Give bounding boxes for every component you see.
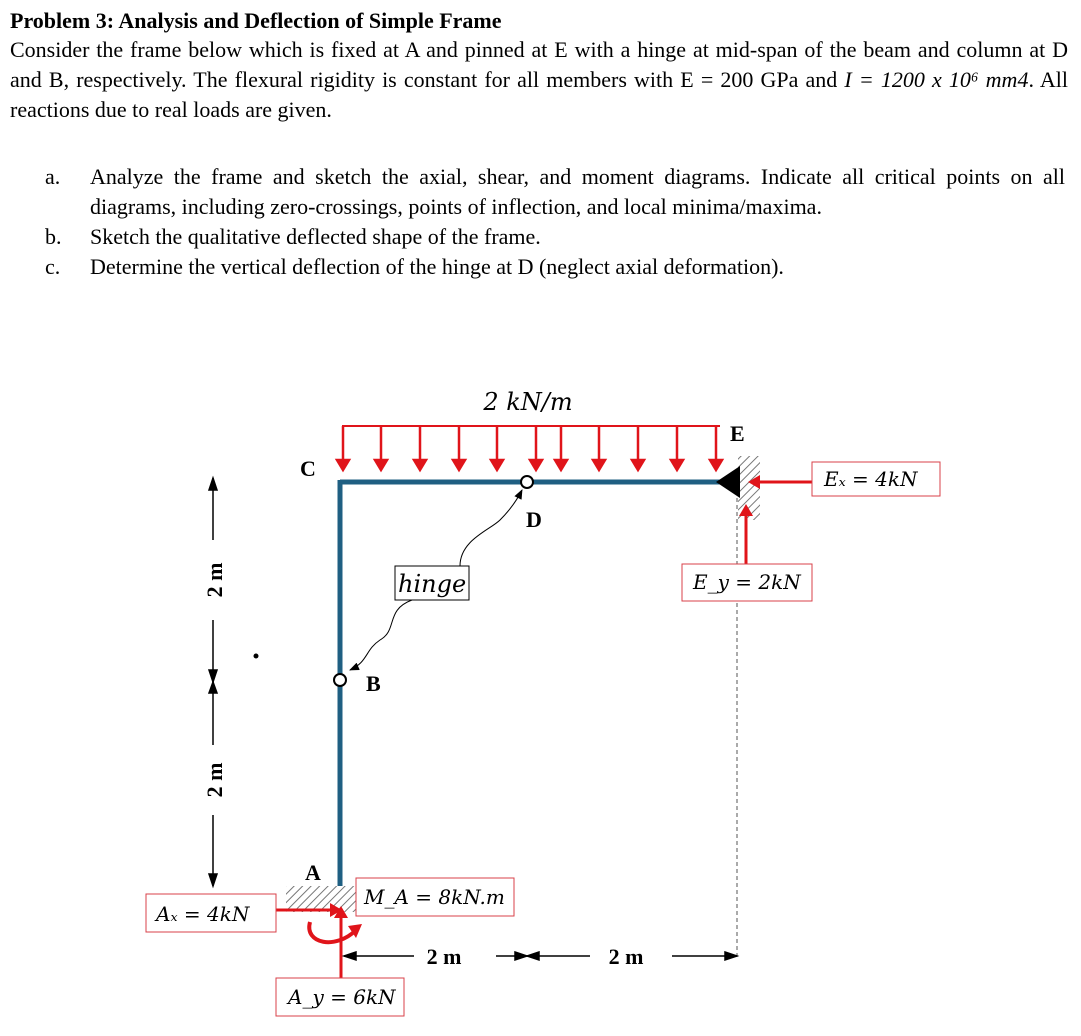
dim-v-lower-label: 2 m — [202, 762, 227, 798]
intro-part2: . All reactions due to real loads are given. — [10, 67, 1068, 122]
hinge-pointer-b — [350, 600, 412, 670]
reaction-ay-label: A_y = 6kN — [288, 985, 396, 1009]
task-letter: a. — [45, 164, 61, 189]
dim-v-upper-label: 2 m — [202, 562, 227, 598]
task-letter: c. — [45, 254, 61, 279]
task-text: Determine the vertical deflection of the hinge at D (neglect axial deformation). — [90, 254, 784, 279]
task-text: Analyze the frame and sketch the axial, shear, and moment diagrams. Indicate all critical points on all diagrams, including zero-crossings, points of inflection, and local minima/maxima. — [90, 164, 1065, 219]
load-arrows — [337, 426, 722, 470]
intro-inertia-value: = 1200 x 10⁶ mm4 — [851, 67, 1029, 92]
hinge-d-symbol — [521, 476, 533, 488]
dim-h-left-label: 2 m — [426, 944, 462, 969]
dim-h-right-label: 2 m — [608, 944, 644, 969]
reaction-ma-label: M_A = 8kN.m — [364, 885, 505, 909]
intro-inertia-symbol: I — [844, 67, 852, 92]
fixed-support-a — [286, 886, 358, 912]
reaction-ey-label: E_y = 2kN — [693, 570, 801, 594]
node-c-label: C — [300, 456, 316, 481]
hinge-b-symbol — [334, 674, 346, 686]
reaction-ex-label: Eₓ = 4kN — [824, 467, 918, 491]
frame-members — [340, 480, 734, 886]
node-e-label: E — [730, 421, 745, 446]
problem-title: Problem 3: Analysis and Deflection of Simple Frame — [10, 8, 502, 33]
task-letter: b. — [45, 224, 62, 249]
pin-support-e — [716, 456, 760, 520]
vertical-dimension — [209, 478, 217, 886]
reaction-ax-label: Aₓ = 4kN — [156, 902, 250, 926]
horizontal-dimension — [344, 952, 737, 960]
load-label: 2 kN/m — [483, 388, 573, 416]
node-a-label: A — [305, 860, 321, 885]
stray-dot — [254, 654, 259, 659]
hinge-pointer-d — [460, 490, 522, 566]
node-b-label: B — [366, 671, 381, 696]
task-text: Sketch the qualitative deflected shape of the frame. — [90, 224, 541, 249]
intro-part1: Consider the frame below which is fixed at A and pinned at E with a hinge at mid-span of the beam and column at D and B, respectively. The flexural rigidity is constant for all members with E = 200 GPa and — [10, 37, 1068, 92]
node-d-label: D — [526, 507, 542, 532]
hinge-label: hinge — [398, 570, 467, 598]
reaction-ma-arc — [309, 922, 356, 942]
